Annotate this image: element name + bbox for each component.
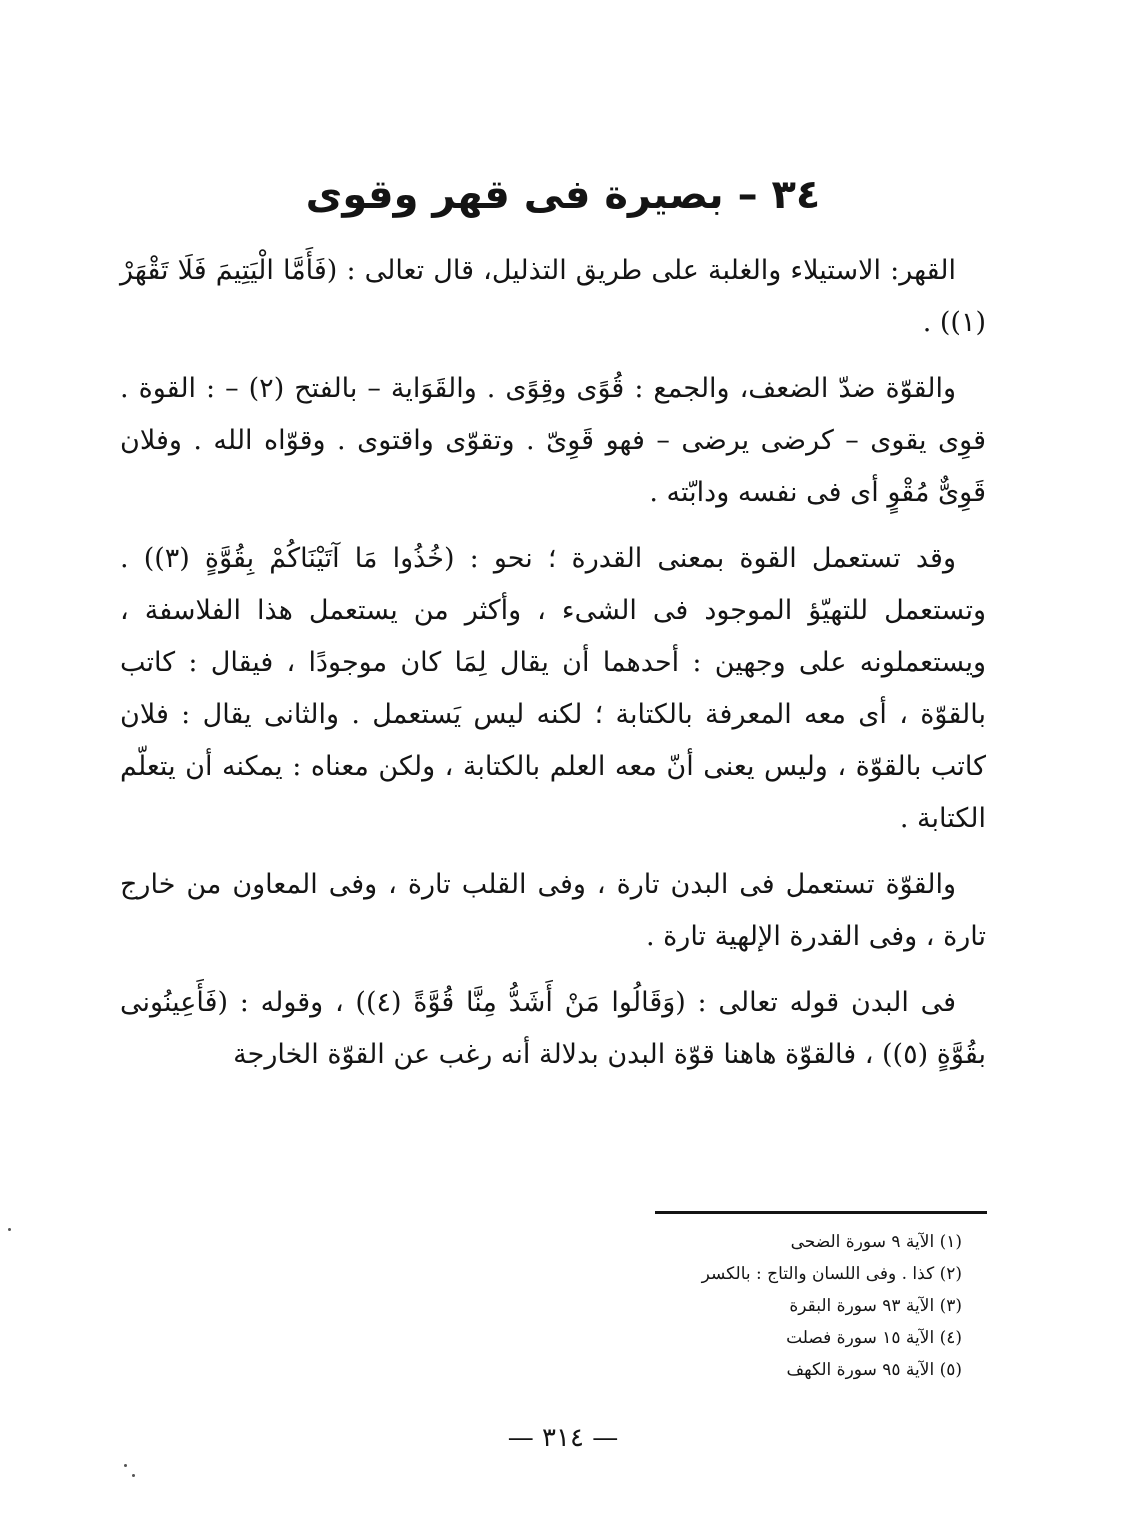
paragraph-quwwa-types: والقوّة تستعمل فى البدن تارة ، وفى القلب تارة ، وفى المعاون من خارج تارة ، وفى القدرة الإلهية تارة . (120, 869, 986, 952)
footnote-separator (655, 1211, 987, 1214)
footnote-5: (٥) الآية ٩٥ سورة الكهف (786, 1360, 962, 1380)
paragraph-body-strength: فى البدن قوله تعالى : (وَقَالُوا مَنْ أَشَدُّ مِنَّا قُوَّةً (٤)) ، وقوله : (فَأَعِينُونى بقُوَّةٍ (٥)) ، فالقوّة هاهنا قوّة البدن بدلالة أنه رغب عن القوّة الخارجة (120, 987, 986, 1070)
scan-speck (8, 1228, 11, 1231)
paragraph-quwwa-definition: والقوّة ضدّ الضعف، والجمع : قُوًى وقِوًى . والقَوَاية – بالفتح (٢) – : القوة . قوِى يقوى – كرضى يرضى – فهو قَوِىّ . وتقوّى واقتوى . وقوّاه الله . وفلان قَوِىٌّ مُقْوٍ أى فى نفسه ودابّته . (120, 373, 986, 508)
footnotes (500, 1226, 962, 1386)
body-text (120, 245, 986, 1095)
footnote-2: (٢) كذا . وفى اللسان والتاج : بالكسر (701, 1264, 962, 1284)
scan-speck (132, 1474, 135, 1477)
section-title: ٣٤ – بصيرة فى قهر وقوى (305, 172, 821, 218)
page-number: — ٣١٤ — (507, 1423, 619, 1453)
paragraph-quwwa-usage: وقد تستعمل القوة بمعنى القدرة ؛ نحو : (خُذُوا مَا آتَيْنَاكُمْ بِقُوَّةٍ (٣)) . وتستعمل للتهيّؤ الموجود فى الشىء ، وأكثر من يستعمل هذا الفلاسفة ، ويستعملونه على وجهين : أحدهما أن يقال لِمَا كان موجودًا ، فيقال : كاتب بالقوّة ، أى معه المعرفة بالكتابة ؛ لكنه ليس يَستعمل . والثانى يقال : فلان كاتب بالقوّة ، وليس يعنى أنّ معه العلم بالكتابة ، ولكن معناه : يمكنه أن يتعلّم الكتابة . (120, 543, 986, 834)
footnote-1: (١) الآية ٩ سورة الضحى (790, 1232, 962, 1252)
footnote-4: (٤) الآية ١٥ سورة فصلت (786, 1328, 962, 1348)
paragraph-qahr: القهر: الاستيلاء والغلبة على طريق التذليل، قال تعالى : (فَأَمَّا الْيَتِيمَ فَلَا تَقْهَرْ (١)) . (120, 255, 986, 338)
scan-speck (124, 1464, 127, 1467)
footnote-3: (٣) الآية ٩٣ سورة البقرة (789, 1296, 962, 1316)
